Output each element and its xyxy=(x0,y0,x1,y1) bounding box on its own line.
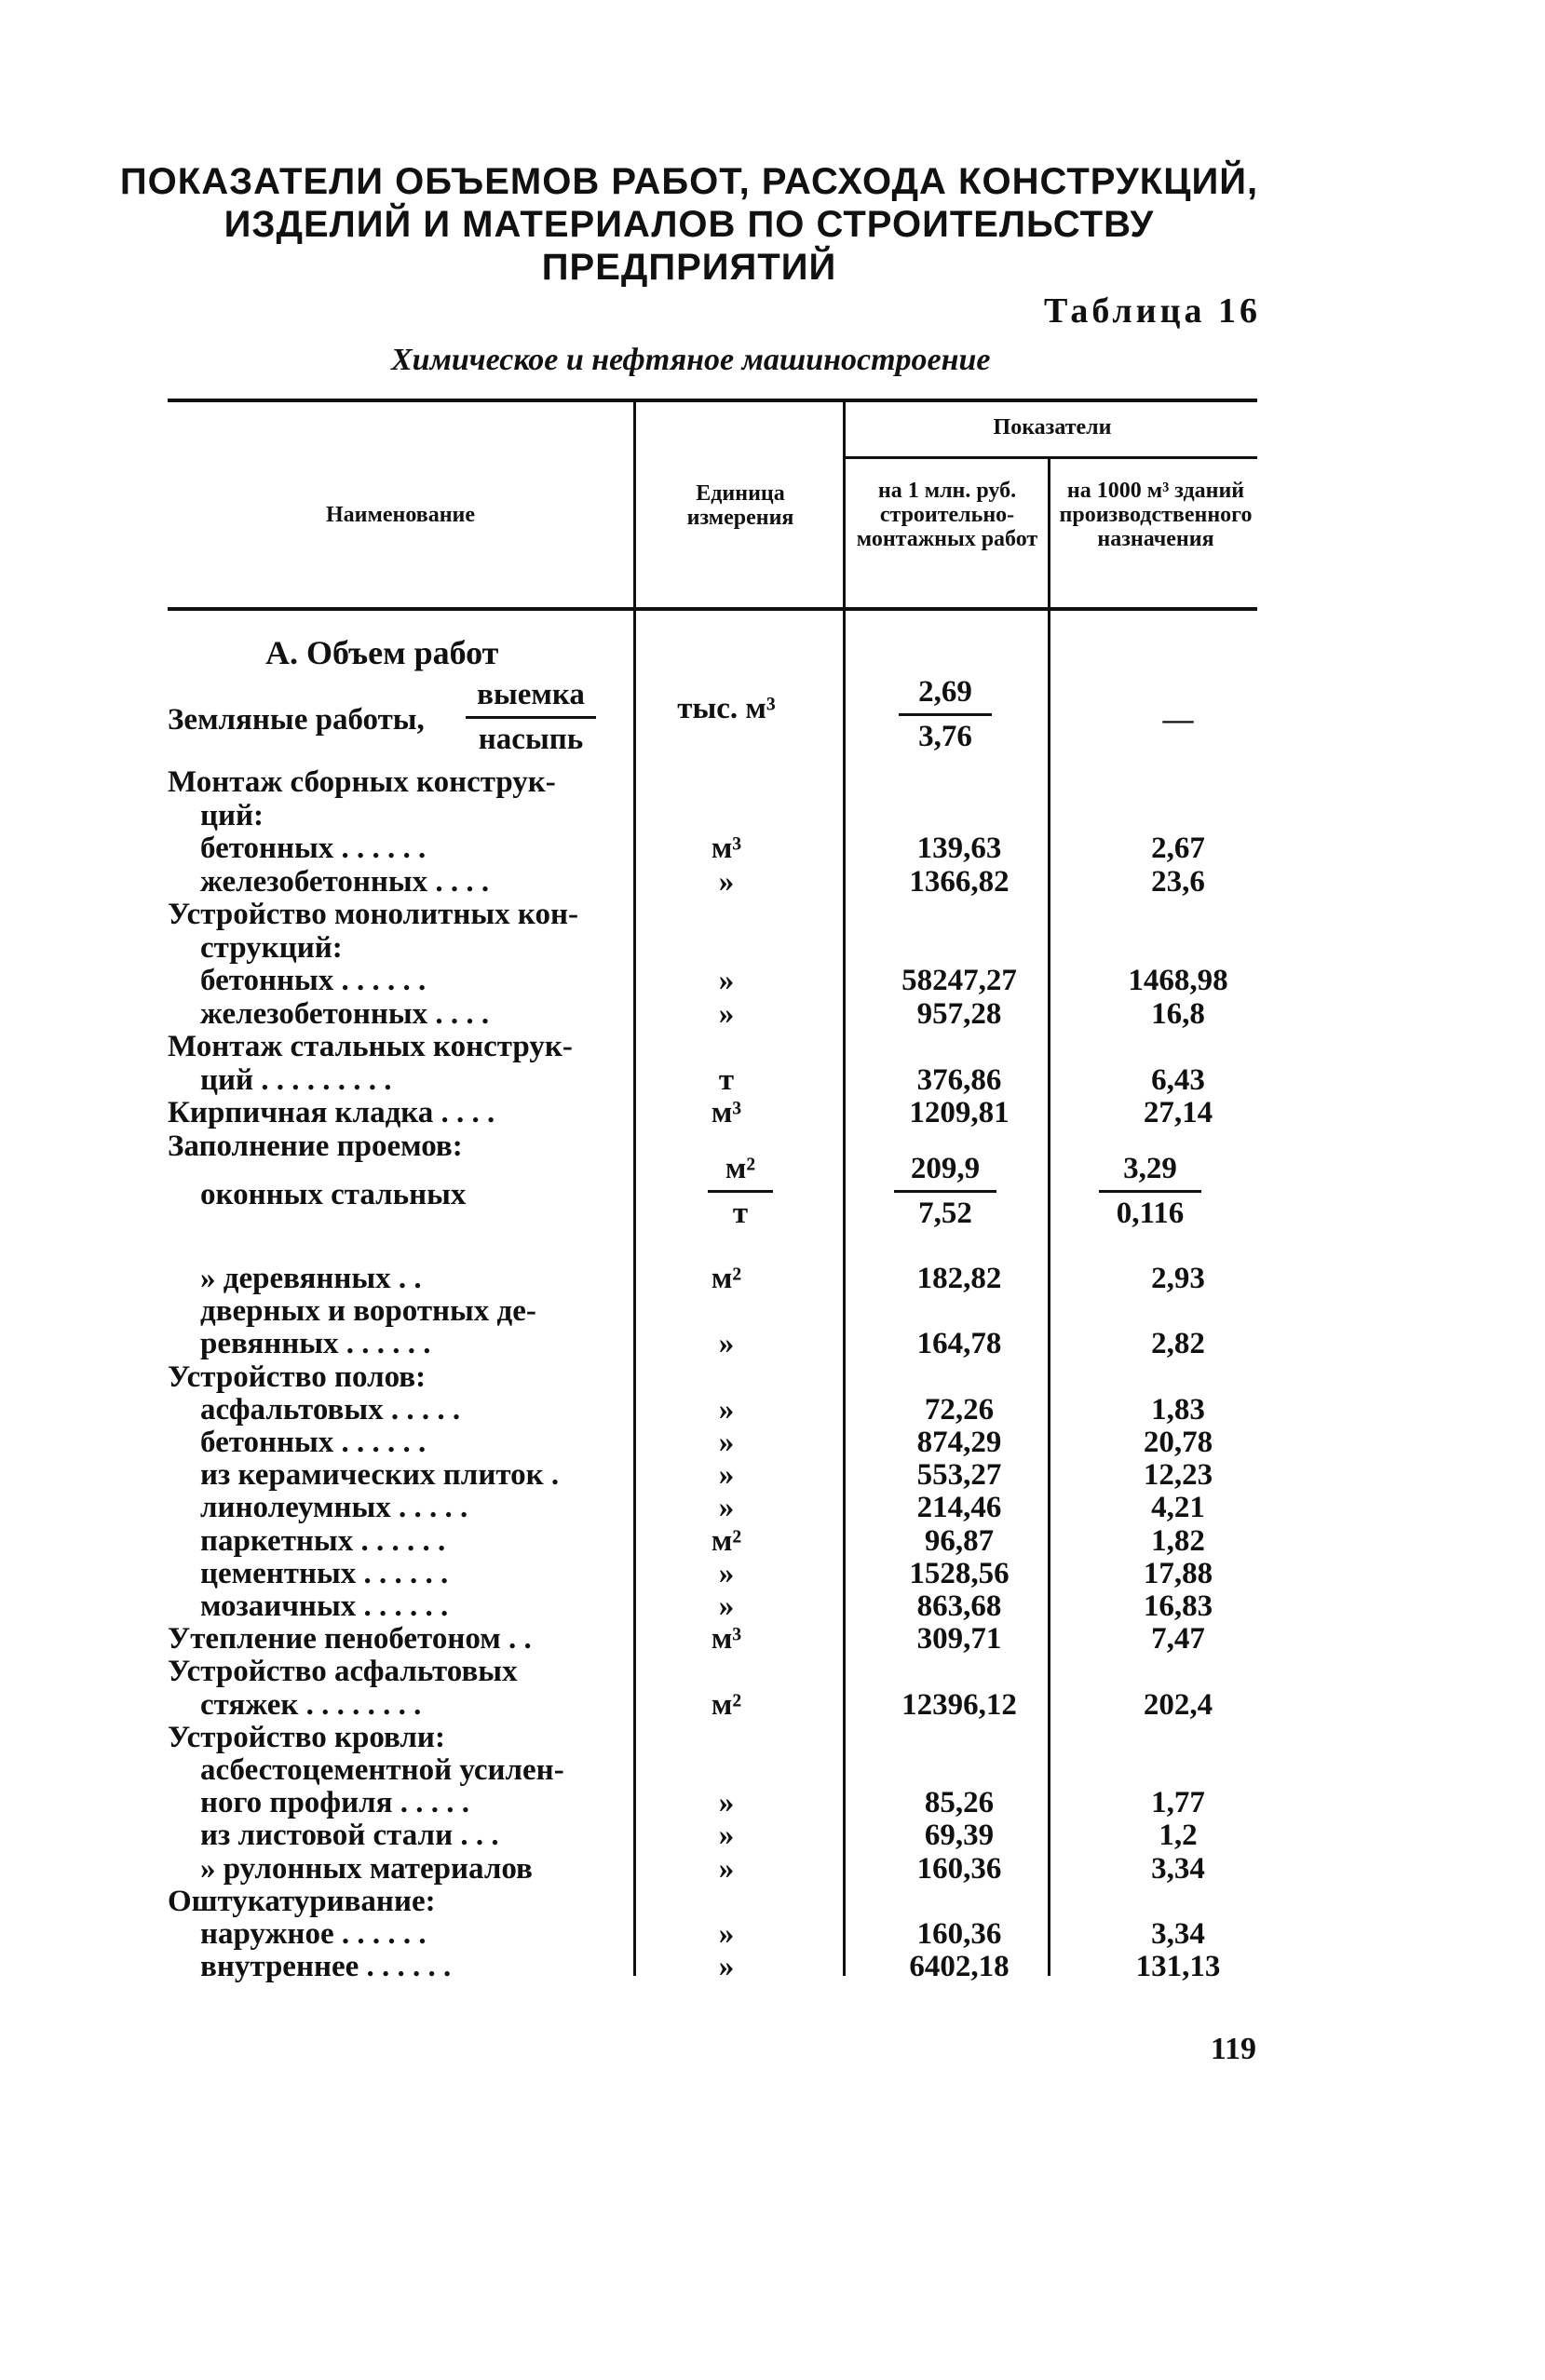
page-number: 119 xyxy=(1210,2032,1256,2066)
table-row xyxy=(168,865,1257,899)
row-unit: » xyxy=(718,1392,735,1427)
table-row xyxy=(168,1721,1257,1754)
row-value-per-million: 309,71 xyxy=(916,1622,1002,1657)
row-name: ного профиля . . . . . xyxy=(200,1786,470,1820)
row-value-per-1000: 16,83 xyxy=(1143,1589,1213,1623)
row-unit: » xyxy=(718,1491,735,1525)
table-row xyxy=(168,1294,1257,1328)
row-value-per-million: 1528,56 xyxy=(909,1556,1010,1590)
row-name: из листовой стали . . . xyxy=(200,1819,499,1853)
row-unit: » xyxy=(718,964,735,997)
row-value-per-million: 1366,82 xyxy=(909,864,1010,899)
table-row xyxy=(168,1262,1257,1295)
row-unit: » xyxy=(718,1556,735,1590)
row-unit: » xyxy=(718,1950,735,1984)
fraction-bar xyxy=(708,1190,773,1193)
row-value-per-million: 96,87 xyxy=(924,1523,995,1558)
table-row xyxy=(168,1786,1257,1819)
table-row xyxy=(168,931,1257,965)
row-name: из керамических плиток . xyxy=(200,1458,560,1493)
row-name: асбестоцементной усилен- xyxy=(200,1753,564,1787)
row-name: Монтаж сборных конструк- xyxy=(168,765,556,799)
row-name: наружное . . . . . . xyxy=(200,1917,427,1951)
row-name: Устройство асфальтовых xyxy=(168,1655,518,1689)
row-unit: » xyxy=(718,1589,735,1623)
windows-unit-fraction xyxy=(708,1152,773,1231)
row-value-per-1000: 3,34 xyxy=(1151,1851,1205,1886)
table-row xyxy=(168,1524,1257,1558)
row-name: Заполнение проемов: xyxy=(168,1129,463,1163)
fraction-bar xyxy=(1099,1190,1201,1193)
table-row xyxy=(168,1655,1257,1688)
row-value-per-1000: 1468,98 xyxy=(1128,964,1228,997)
table-row xyxy=(168,1557,1257,1590)
fraction-bar xyxy=(899,713,992,716)
row-name: Утепление пенобетоном . . xyxy=(168,1622,532,1657)
row-value-per-million: 214,46 xyxy=(916,1491,1002,1525)
row-name: бетонных . . . . . . xyxy=(200,832,427,865)
table-row xyxy=(168,832,1257,865)
numerator: 209,9 xyxy=(910,1152,981,1185)
row-name: Устройство кровли: xyxy=(168,1720,445,1754)
table-row xyxy=(168,799,1257,832)
row-unit: » xyxy=(718,1917,735,1951)
row-name: ций: xyxy=(200,798,264,832)
table-top-rule xyxy=(168,399,1257,402)
table-row xyxy=(168,1458,1257,1492)
row-unit: м² xyxy=(711,1262,742,1295)
page-title-line-2: ИЗДЕЛИЙ И МАТЕРИАЛОВ ПО СТРОИТЕЛЬСТВУ xyxy=(224,204,1155,245)
earthworks-kind-fraction xyxy=(466,678,596,757)
row-name: Кирпичная кладка . . . . xyxy=(168,1096,495,1129)
row-name: цементных . . . . . . xyxy=(200,1556,449,1590)
row-value-per-million: 69,39 xyxy=(924,1819,995,1853)
row-name: Монтаж стальных конструк- xyxy=(168,1030,573,1063)
denominator: 7,52 xyxy=(918,1197,972,1230)
row-unit: тыс. м³ xyxy=(677,692,776,725)
table-row xyxy=(168,1096,1257,1129)
row-value-per-1000: 1,82 xyxy=(1151,1523,1205,1558)
denominator: 0,116 xyxy=(1116,1197,1185,1230)
row-name: струкций: xyxy=(200,930,343,965)
row-value-per-million: 85,26 xyxy=(924,1786,995,1820)
row-name: бетонных . . . . . . xyxy=(200,964,427,997)
row-unit: » xyxy=(718,1786,735,1820)
row-name: железобетонных . . . . xyxy=(200,864,490,899)
table-row xyxy=(168,1950,1257,1983)
row-value-per-1000: 23,6 xyxy=(1151,864,1205,899)
table-row xyxy=(168,1030,1257,1063)
row-value-per-1000: 1,2 xyxy=(1159,1819,1198,1853)
table-row xyxy=(168,1885,1257,1918)
table-row xyxy=(168,964,1257,997)
row-unit: » xyxy=(718,1426,735,1459)
row-unit: » xyxy=(718,1327,735,1361)
table-row xyxy=(168,1063,1257,1097)
row-value-per-1000: 17,88 xyxy=(1143,1556,1213,1590)
row-value-per-1000: 27,14 xyxy=(1143,1096,1213,1129)
row-name: ций . . . . . . . . . xyxy=(200,1062,392,1097)
row-value-per-million: 12396,12 xyxy=(901,1687,1017,1722)
row-value-per-1000: 20,78 xyxy=(1143,1426,1213,1459)
table-row xyxy=(168,1753,1257,1787)
row-value-per-million: 164,78 xyxy=(916,1327,1002,1361)
table-row xyxy=(168,1819,1257,1852)
row-unit: » xyxy=(718,864,735,899)
column-header-per-1000: на 1000 м³ зданий производственного назначения xyxy=(1059,479,1253,551)
row-unit: » xyxy=(718,1458,735,1493)
fraction-bar xyxy=(894,1190,996,1193)
row-name: мозаичных . . . . . . xyxy=(200,1589,449,1623)
earthworks-value-fraction xyxy=(899,675,992,754)
row-name: » рулонных материалов xyxy=(200,1851,533,1886)
row-name: стяжек . . . . . . . . xyxy=(200,1687,422,1722)
windows-per1000-fraction xyxy=(1099,1152,1201,1231)
row-value-per-million: 72,26 xyxy=(924,1392,995,1427)
row-value-per-million: 874,29 xyxy=(916,1426,1002,1459)
column-header-unit: Единица измерения xyxy=(686,481,794,530)
row-value-per-1000: 3,34 xyxy=(1151,1917,1205,1951)
row-value-per-1000: 6,43 xyxy=(1151,1062,1205,1097)
row-name: линолеумных . . . . . xyxy=(200,1491,468,1525)
numerator: выемка xyxy=(477,678,585,711)
table-row xyxy=(168,1622,1257,1656)
table-row xyxy=(168,898,1257,931)
row-value-per-million: 182,82 xyxy=(916,1262,1002,1295)
row-unit: м³ xyxy=(711,832,742,865)
row-value-per-million: 139,63 xyxy=(916,832,1002,865)
row-name: Земляные работы, xyxy=(168,703,425,737)
row-name: оконных стальных xyxy=(200,1178,467,1211)
table-row xyxy=(168,1589,1257,1623)
denominator: насыпь xyxy=(478,723,584,756)
table-row xyxy=(168,1360,1257,1394)
row-unit: » xyxy=(718,996,735,1031)
row-value-per-1000: 12,23 xyxy=(1143,1458,1213,1493)
row-value-per-1000: — xyxy=(1162,703,1194,737)
row-value-per-1000: 2,93 xyxy=(1151,1262,1205,1295)
table-subtitle: Химическое и нефтяное машиностроение xyxy=(391,343,991,377)
row-name: ревянных . . . . . . xyxy=(200,1327,431,1361)
column-header-group: Показатели xyxy=(993,415,1112,439)
page-title-line-3: ПРЕДПРИЯТИЙ xyxy=(541,247,837,288)
row-name: Оштукатуривание: xyxy=(168,1884,436,1918)
row-unit: м² xyxy=(711,1523,742,1558)
row-unit: » xyxy=(718,1819,735,1853)
row-value-per-1000: 4,21 xyxy=(1151,1491,1205,1525)
table-row xyxy=(168,1393,1257,1427)
row-value-per-million: 1209,81 xyxy=(909,1096,1010,1129)
column-header-name: Наименование xyxy=(326,503,475,527)
row-name: Устройство полов: xyxy=(168,1359,427,1394)
row-name: Устройство монолитных кон- xyxy=(168,898,578,931)
table-row xyxy=(168,1852,1257,1886)
row-value-per-million: 863,68 xyxy=(916,1589,1002,1623)
header-bottom-rule xyxy=(168,607,1257,611)
row-unit: м² xyxy=(711,1687,742,1722)
section-heading: А. Объем работ xyxy=(265,634,499,671)
row-value-per-million: 957,28 xyxy=(916,996,1002,1031)
table-row xyxy=(168,1688,1257,1722)
table-row xyxy=(168,1426,1257,1459)
table-row xyxy=(168,1491,1257,1524)
row-value-per-1000: 1,77 xyxy=(1151,1786,1205,1820)
row-unit: » xyxy=(718,1851,735,1886)
numerator: 2,69 xyxy=(918,675,972,709)
row-name: железобетонных . . . . xyxy=(200,996,490,1031)
row-value-per-million: 553,27 xyxy=(916,1458,1002,1493)
table-row xyxy=(168,1327,1257,1360)
fraction-bar xyxy=(466,716,596,719)
table-row xyxy=(168,1917,1257,1951)
row-name: паркетных . . . . . . xyxy=(200,1523,446,1558)
row-value-per-1000: 131,13 xyxy=(1135,1950,1221,1984)
table-number: Таблица 16 xyxy=(1043,291,1261,331)
column-header-per-million: на 1 млн. руб. строительно-монтажных работ xyxy=(856,479,1038,551)
table-row xyxy=(168,997,1257,1031)
row-value-per-1000: 2,82 xyxy=(1151,1327,1205,1361)
windows-value-fraction xyxy=(894,1152,996,1231)
row-name: внутреннее . . . . . . xyxy=(200,1950,452,1984)
numerator: м² xyxy=(725,1152,756,1185)
row-value-per-million: 160,36 xyxy=(916,1917,1002,1951)
row-name: асфальтовых . . . . . xyxy=(200,1392,461,1427)
row-value-per-1000: 202,4 xyxy=(1143,1687,1213,1722)
table-row xyxy=(168,765,1257,799)
row-value-per-1000: 16,8 xyxy=(1151,996,1205,1031)
row-value-per-million: 376,86 xyxy=(916,1062,1002,1097)
row-unit: м³ xyxy=(711,1096,742,1129)
denominator: 3,76 xyxy=(918,720,972,753)
denominator: т xyxy=(732,1197,749,1230)
row-value-per-1000: 7,47 xyxy=(1151,1622,1205,1657)
row-value-per-million: 6402,18 xyxy=(909,1950,1010,1984)
row-value-per-million: 58247,27 xyxy=(901,964,1017,997)
page-title-line-1: ПОКАЗАТЕЛИ ОБЪЕМОВ РАБОТ, РАСХОДА КОНСТРУКЦИЙ, xyxy=(119,161,1259,202)
row-unit: м³ xyxy=(711,1622,742,1657)
row-value-per-million: 160,36 xyxy=(916,1851,1002,1886)
row-value-per-1000: 2,67 xyxy=(1151,832,1205,865)
row-unit: т xyxy=(718,1062,735,1097)
row-name: бетонных . . . . . . xyxy=(200,1426,427,1459)
row-name: дверных и воротных де- xyxy=(200,1294,536,1329)
row-value-per-1000: 1,83 xyxy=(1151,1392,1205,1427)
row-name: » деревянных . . xyxy=(200,1262,422,1295)
numerator: 3,29 xyxy=(1123,1152,1177,1185)
